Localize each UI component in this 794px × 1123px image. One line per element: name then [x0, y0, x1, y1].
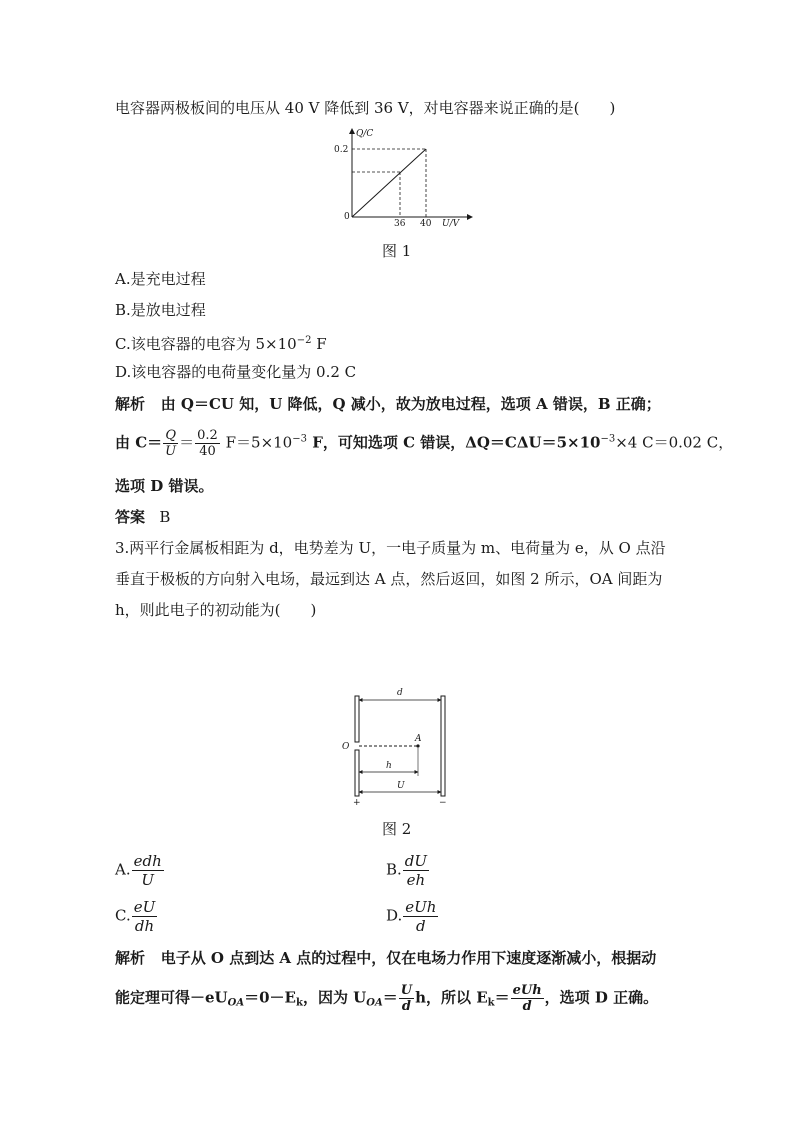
- left-plate-top: [355, 696, 359, 742]
- analysis-label: 解析: [115, 949, 146, 967]
- y-tick-label: 0.2: [334, 145, 349, 155]
- origin-label: 0: [344, 212, 350, 222]
- label-h: h: [386, 761, 392, 771]
- label-d: d: [397, 688, 403, 698]
- q2-option-b: B.是放电过程: [115, 301, 206, 319]
- label-minus: −: [439, 798, 447, 808]
- y-axis-label: Q/C: [356, 129, 374, 139]
- answer-label: 答案: [115, 508, 146, 526]
- q2-option-d: D.该电容器的电荷量变化量为 0.2 C: [115, 363, 357, 381]
- figure-1-qu-graph: [330, 125, 480, 230]
- label-o: O: [342, 742, 350, 752]
- left-plate-bottom: [355, 750, 359, 796]
- q2-stem: 电容器两极板间的电压从 40 V 降低到 36 V，对电容器来说正确的是( ): [115, 99, 616, 117]
- q2-answer: [115, 506, 170, 528]
- x-tick-40: 40: [420, 219, 432, 229]
- q3-option-b: B. $\frac{dU}{eh}$: [386, 852, 428, 889]
- label-a: A: [415, 734, 422, 744]
- right-plate: [441, 696, 445, 796]
- q2-analysis-line-2: 由 C＝ $\frac{Q}{U}$ ＝ $\frac{0.2}{40}$ $F=5\times 10^{-3}$ F，可知选项 C 错误，$\Delta Q=C\Delta U=5\times 10^{-3}\times 4$ C＝0.02 C，: [115, 428, 734, 459]
- label-plus: +: [353, 798, 361, 808]
- q3-option-a: A. $\frac{\text{edh}}{U}$: [115, 852, 162, 889]
- q2-option-c: C.该电容器的电容为 $5\times 10^{-2}$ F: [115, 335, 327, 353]
- q3-option-d: D. $\frac{\text{eUh}}{d}$: [386, 898, 437, 935]
- figure-2-parallel-plates: [336, 682, 456, 810]
- q2-analysis-line-3: 选项 D 错误。: [115, 477, 214, 495]
- q3-stem-line-1: 3.两平行金属板相距为 d，电势差为 U，一电子质量为 m、电荷量为 e，从 O 点沿: [115, 539, 666, 557]
- q3-stem-line-3: h，则此电子的初动能为( ): [115, 601, 317, 619]
- analysis-label: 解析: [115, 395, 146, 413]
- q2-option-a: A.是充电过程: [115, 270, 206, 288]
- qu-line: [352, 149, 426, 217]
- x-axis-label: U/V: [442, 219, 460, 229]
- x-tick-36: 36: [394, 219, 406, 229]
- figure-1-caption: 图 1: [382, 242, 412, 260]
- point-a: [416, 744, 419, 747]
- q3-analysis-line-2: 能定理可得$-eU_{OA}=0-E_k$，因为 $U_{OA}=$ $\frac{U}{d}$ h，所以 $E_k=$ $\frac{\text{eUh}}{d}$ ，选项 D 正确。: [115, 983, 659, 1014]
- figure-2-caption: 图 2: [382, 820, 412, 838]
- label-u: U: [397, 781, 405, 791]
- q3-stem-line-2: 垂直于极板的方向射入电场，最远到达 A 点，然后返回，如图 2 所示，OA 间距为: [115, 570, 663, 588]
- q3-option-c: C. $\frac{eU}{dh}$: [115, 898, 156, 935]
- answer-value: B: [159, 508, 171, 526]
- q3-analysis-line-1: 解析 电子从 O 点到达 A 点的过程中，仅在电场力作用下速度逐渐减小，根据动: [115, 949, 657, 967]
- q2-analysis-line-1: 解析 由 Q＝CU 知，U 降低，Q 减小，故为放电过程，选项 A 错误，B 正确；: [115, 395, 661, 413]
